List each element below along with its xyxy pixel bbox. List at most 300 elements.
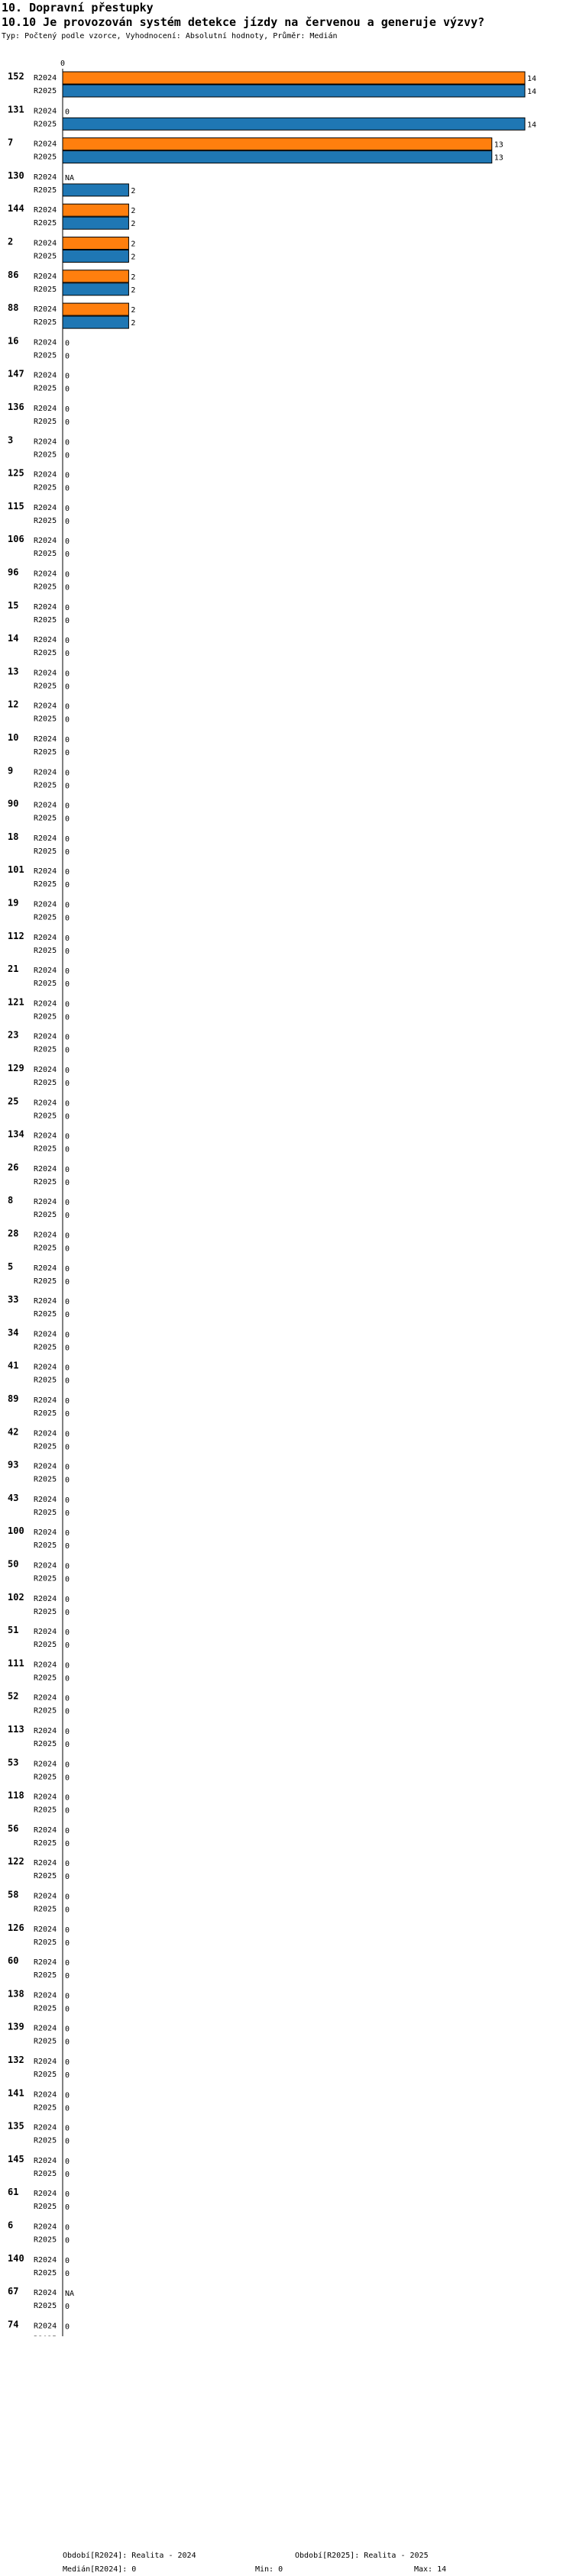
- data-label: 0: [65, 2091, 70, 2100]
- series-label: R2024: [34, 1131, 57, 1141]
- data-label: 0: [65, 405, 70, 414]
- series-label: R2024: [34, 2156, 57, 2165]
- data-label: 2: [131, 240, 136, 249]
- category-label: 15: [8, 599, 19, 611]
- bar: [63, 118, 525, 130]
- series-label: R2024: [34, 669, 57, 678]
- series-label: R2024: [34, 74, 57, 82]
- series-label: R2025: [34, 2169, 57, 2178]
- series-label: R2024: [34, 1032, 57, 1041]
- data-label: 0: [65, 1112, 70, 1122]
- series-label: R2024: [34, 967, 57, 976]
- data-label: 0: [65, 1013, 70, 1022]
- series-label: R2025: [34, 781, 57, 790]
- category-label: 102: [8, 1591, 24, 1603]
- bar: [63, 283, 128, 295]
- data-label: 0: [65, 2190, 70, 2200]
- data-label: 0: [65, 1331, 70, 1340]
- data-label: 0: [65, 715, 70, 725]
- series-label: R2024: [34, 1793, 57, 1802]
- series-label: R2024: [34, 834, 57, 843]
- data-label: 0: [65, 1443, 70, 1452]
- data-label: 0: [65, 1067, 70, 1075]
- category-label: 34: [8, 1327, 19, 1338]
- category-label: 136: [8, 402, 24, 412]
- series-label: R2024: [34, 1099, 57, 1108]
- series-label: R2024: [34, 1396, 57, 1405]
- series-label: R2025: [34, 87, 57, 95]
- series-label: R2024: [34, 1760, 57, 1769]
- series-label: R2025: [34, 1838, 57, 1848]
- category-label: 43: [8, 1492, 19, 1503]
- data-label: 0: [65, 1959, 70, 1968]
- data-label: 0: [65, 2236, 70, 2245]
- series-label: R2025: [34, 516, 57, 525]
- category-label: 7: [8, 137, 14, 148]
- question-title: 10.10 Je provozován systém detekce jízdy na červenou a generuje výzvy?: [2, 15, 485, 29]
- data-label: 2: [131, 319, 136, 328]
- data-label: 0: [65, 1595, 70, 1604]
- data-label: 0: [65, 1000, 70, 1009]
- category-label: 118: [8, 1790, 24, 1801]
- data-label: 0: [65, 1608, 70, 1617]
- data-label: 14: [527, 88, 537, 96]
- series-label: R2025: [34, 1244, 57, 1253]
- series-label: R2024: [34, 1495, 57, 1504]
- data-label: 0: [65, 769, 70, 778]
- category-label: 28: [8, 1228, 19, 1239]
- bar: [63, 204, 128, 216]
- series-label: R2024: [34, 503, 57, 512]
- series-label: R2025: [34, 1177, 57, 1186]
- data-label: 0: [65, 1893, 70, 1902]
- series-label: R2024: [34, 305, 57, 315]
- data-label: 0: [65, 451, 70, 460]
- category-label: 115: [8, 500, 24, 512]
- data-label: 0: [65, 1694, 70, 1703]
- data-label: 0: [65, 1992, 70, 2001]
- series-label: R2024: [34, 2024, 57, 2033]
- category-label: 8: [8, 1195, 14, 1206]
- series-label: R2024: [34, 470, 57, 479]
- category-label: 19: [8, 897, 19, 909]
- series-label: R2024: [34, 1528, 57, 1538]
- data-label: 0: [65, 901, 70, 910]
- data-label: 0: [65, 1562, 70, 1571]
- series-label: R2025: [34, 252, 57, 261]
- data-label: 0: [65, 418, 70, 427]
- data-label: 0: [65, 1972, 70, 1981]
- category-label: 12: [8, 699, 19, 710]
- data-label: 0: [65, 1099, 70, 1109]
- series-label: R2025: [34, 186, 57, 195]
- series-label: R2025: [34, 649, 57, 658]
- series-label: R2024: [34, 1594, 57, 1603]
- category-label: 67: [8, 2286, 19, 2297]
- series-label: R2024: [34, 1693, 57, 1703]
- data-label: 0: [65, 1080, 70, 1088]
- data-label: 0: [65, 736, 70, 744]
- category-label: 144: [8, 203, 24, 215]
- data-label: 0: [65, 2071, 70, 2080]
- series-label: R2025: [34, 814, 57, 823]
- data-label: 2: [131, 186, 136, 195]
- data-label: 0: [65, 1860, 70, 1869]
- data-label: 0: [65, 1377, 70, 1386]
- series-label: R2024: [34, 1198, 57, 1207]
- category-label: 140: [8, 2252, 24, 2264]
- series-label: R2025: [34, 2103, 57, 2113]
- series-label: R2025: [34, 219, 57, 228]
- category-label: 33: [8, 1294, 19, 1306]
- footer-max-r2024: Max: 14: [414, 2565, 447, 2574]
- bar: [63, 72, 525, 84]
- series-label: R2024: [34, 636, 57, 645]
- data-label: 0: [65, 1199, 70, 1208]
- series-label: R2024: [34, 2322, 57, 2331]
- series-label: R2025: [34, 1112, 57, 1121]
- series-label: R2024: [34, 1925, 57, 1934]
- data-label: 0: [65, 603, 70, 612]
- series-label: R2025: [34, 880, 57, 889]
- category-label: 138: [8, 1988, 24, 2000]
- category-label: 10: [8, 732, 19, 743]
- category-label: 60: [8, 1955, 19, 1967]
- category-label: 96: [8, 567, 19, 578]
- category-label: 16: [8, 335, 19, 347]
- data-label: 0: [65, 1509, 70, 1518]
- category-label: 61: [8, 2187, 19, 2198]
- series-label: R2024: [34, 768, 57, 777]
- series-label: R2025: [34, 120, 57, 129]
- series-label: R2024: [34, 1164, 57, 1173]
- series-label: R2025: [34, 2071, 57, 2079]
- bar: [63, 316, 128, 328]
- series-label: R2024: [34, 2255, 57, 2264]
- series-label: R2025: [34, 550, 57, 559]
- series-label: R2024: [34, 999, 57, 1009]
- category-label: 6: [8, 2219, 14, 2231]
- data-label: 0: [65, 438, 70, 447]
- data-label: 0: [65, 1397, 70, 1406]
- data-label: 0: [65, 749, 70, 757]
- series-label: R2024: [34, 735, 57, 744]
- data-label: 0: [65, 1575, 70, 1584]
- series-label: R2024: [34, 206, 57, 215]
- data-label: 0: [65, 570, 70, 579]
- category-label: 21: [8, 964, 19, 975]
- series-label: R2025: [34, 847, 57, 856]
- footer-min-r2024: Min: 0: [255, 2565, 283, 2574]
- series-label: R2025: [34, 913, 57, 922]
- data-label: 2: [131, 220, 136, 229]
- data-label: 0: [65, 1178, 70, 1187]
- data-label: 0: [65, 947, 70, 956]
- series-label: R2025: [34, 1409, 57, 1418]
- series-label: R2024: [34, 107, 57, 116]
- data-label: 0: [65, 2005, 70, 2014]
- data-label: 0: [65, 1873, 70, 1882]
- data-label: 0: [65, 616, 70, 625]
- series-label: R2024: [34, 338, 57, 347]
- series-label: R2025: [34, 682, 57, 691]
- data-label: 0: [65, 339, 70, 348]
- series-label: R2025: [34, 615, 57, 625]
- series-label: R2024: [34, 570, 57, 579]
- series-label: R2025: [34, 1211, 57, 1220]
- series-label: R2024: [34, 602, 57, 612]
- data-label: 0: [65, 2157, 70, 2166]
- series-label: R2025: [34, 1740, 57, 1748]
- series-label: R2025: [34, 285, 57, 294]
- category-label: 14: [8, 633, 19, 644]
- bar: [63, 303, 128, 315]
- category-label: 25: [8, 1096, 19, 1107]
- series-label: R2024: [34, 2123, 57, 2132]
- series-label: R2025: [34, 748, 57, 757]
- data-label: 0: [65, 1410, 70, 1419]
- data-label: 0: [65, 1806, 70, 1816]
- data-label: 0: [65, 980, 70, 989]
- series-label: R2024: [34, 1991, 57, 2000]
- category-label: 134: [8, 1128, 24, 1140]
- series-label: R2024: [34, 1066, 57, 1074]
- category-label: 126: [8, 1922, 24, 1933]
- category-label: 125: [8, 467, 24, 479]
- series-label: R2025: [34, 1674, 57, 1683]
- data-label: 2: [131, 253, 136, 262]
- data-label: 0: [65, 1244, 70, 1254]
- data-label: 0: [65, 815, 70, 824]
- footer-period-r2025: Období[R2025]: Realita - 2025: [295, 2552, 429, 2560]
- category-label: 56: [8, 1822, 19, 1834]
- data-label: 0: [65, 1232, 70, 1241]
- series-label: R2025: [34, 946, 57, 955]
- data-label: 0: [65, 1132, 70, 1141]
- category-label: 131: [8, 104, 24, 115]
- series-label: R2025: [34, 1641, 57, 1650]
- category-label: 5: [8, 1261, 14, 1272]
- bar: [63, 237, 128, 250]
- series-label: R2025: [34, 1144, 57, 1154]
- series-label: R2024: [34, 702, 57, 711]
- data-label: 0: [65, 802, 70, 811]
- series-label: R2024: [34, 1661, 57, 1670]
- footer-median-r2024: Medián[R2024]: 0: [63, 2565, 137, 2574]
- data-label: 0: [65, 1046, 70, 1055]
- data-label: 0: [65, 2269, 70, 2278]
- data-label: 2: [131, 286, 136, 295]
- series-label: R2024: [34, 1462, 57, 1471]
- series-label: R2025: [34, 1905, 57, 1914]
- category-label: 132: [8, 2055, 24, 2065]
- category-label: 9: [8, 765, 14, 776]
- data-label: 0: [65, 1826, 70, 1835]
- series-label: R2024: [34, 1892, 57, 1901]
- series-label: R2024: [34, 933, 57, 942]
- data-label: 0: [65, 385, 70, 394]
- series-label: R2025: [34, 2136, 57, 2145]
- series-label: R2025: [34, 1277, 57, 1286]
- series-label: R2024: [34, 867, 57, 876]
- series-label: R2024: [34, 1825, 57, 1835]
- series-label: R2025: [34, 2268, 57, 2277]
- data-label: 0: [65, 1641, 70, 1651]
- data-label: 0: [65, 1529, 70, 1538]
- data-label: 2: [131, 273, 136, 282]
- data-label: 0: [65, 670, 70, 679]
- data-label: 0: [65, 1741, 70, 1749]
- data-label: 0: [65, 1761, 70, 1770]
- data-label: 2: [131, 207, 136, 216]
- data-label: 0: [65, 1033, 70, 1042]
- data-label: 0: [65, 1793, 70, 1803]
- category-label: 18: [8, 831, 19, 842]
- data-label: 0: [65, 2223, 70, 2232]
- data-label: 0: [65, 1707, 70, 1716]
- series-label: R2024: [34, 1330, 57, 1339]
- category-label: 152: [8, 71, 24, 82]
- series-label: R2024: [34, 437, 57, 447]
- series-label: R2025: [34, 1607, 57, 1616]
- category-label: 42: [8, 1426, 19, 1438]
- series-label: R2025: [34, 1012, 57, 1022]
- category-label: 101: [8, 864, 24, 876]
- data-label: 0: [65, 1264, 70, 1273]
- bar: [63, 217, 128, 229]
- data-label: 0: [65, 2137, 70, 2146]
- category-label: 139: [8, 2021, 24, 2032]
- series-label: R2025: [34, 1806, 57, 1815]
- data-label: 0: [65, 1906, 70, 1915]
- data-label: 0: [65, 2038, 70, 2047]
- series-label: R2025: [34, 980, 57, 989]
- category-label: 2: [8, 236, 14, 247]
- data-label: 0: [65, 1463, 70, 1472]
- series-label: R2025: [34, 351, 57, 360]
- series-label: R2025: [34, 715, 57, 724]
- data-label: 0: [65, 1839, 70, 1848]
- category-label: 74: [8, 2319, 19, 2330]
- category-label: 147: [8, 368, 24, 379]
- category-label: 122: [8, 1856, 24, 1867]
- series-label: R2025: [34, 450, 57, 460]
- series-label: R2024: [34, 1429, 57, 1438]
- data-label: 0: [65, 702, 70, 712]
- series-label: R2025: [34, 2004, 57, 2013]
- data-label: 0: [65, 1311, 70, 1320]
- bar: [63, 184, 128, 196]
- series-label: R2024: [34, 1264, 57, 1273]
- series-label: R2025: [34, 1541, 57, 1551]
- data-label: 0: [65, 1674, 70, 1683]
- data-label: 0: [65, 1496, 70, 1505]
- category-label: 93: [8, 1459, 19, 1470]
- series-label: R2024: [34, 537, 57, 546]
- chart-meta: Typ: Počtený podle vzorce, Vyhodnocení: Absolutní hodnoty, Průměr: Medián: [2, 32, 338, 40]
- data-label: 0: [65, 782, 70, 791]
- category-label: 129: [8, 1063, 24, 1073]
- series-label: R2024: [34, 2223, 57, 2232]
- data-label: 0: [65, 868, 70, 877]
- data-label: 0: [65, 1629, 70, 1638]
- data-label: 0: [65, 352, 70, 361]
- series-label: R2025: [34, 384, 57, 393]
- category-label: 141: [8, 2087, 24, 2099]
- data-label: 0: [65, 504, 70, 513]
- series-label: R2025: [34, 1773, 57, 1782]
- series-label: R2025: [34, 1442, 57, 1451]
- category-label: 53: [8, 1757, 19, 1768]
- data-label: 0: [65, 2256, 70, 2265]
- category-label: 88: [8, 302, 19, 314]
- data-label: 0: [65, 2170, 70, 2179]
- category-label: 130: [8, 169, 24, 181]
- category-label: 121: [8, 996, 24, 1008]
- data-label: 0: [65, 1774, 70, 1783]
- series-label: R2024: [34, 239, 57, 248]
- series-label: R2025: [34, 1872, 57, 1881]
- series-label: R2025: [34, 1045, 57, 1054]
- data-label: 0: [65, 1212, 70, 1221]
- series-label: R2024: [34, 1628, 57, 1637]
- series-label: R2024: [34, 1561, 57, 1570]
- category-label: 51: [8, 1625, 19, 1636]
- data-label: 0: [65, 2025, 70, 2034]
- data-label: NA: [65, 2290, 75, 2299]
- category-label: 135: [8, 2120, 24, 2132]
- series-label: R2024: [34, 173, 57, 182]
- series-label: R2024: [34, 1231, 57, 1240]
- series-label: R2025: [34, 2235, 57, 2245]
- category-label: 86: [8, 269, 19, 280]
- series-label: R2025: [34, 418, 57, 426]
- data-label: 14: [527, 121, 537, 130]
- category-label: 106: [8, 534, 24, 545]
- data-label: 0: [65, 1344, 70, 1353]
- data-label: 13: [494, 140, 503, 150]
- bar: [63, 250, 128, 263]
- footer-period-r2024: Období[R2024]: Realita - 2024: [63, 2552, 196, 2560]
- data-label: 0: [65, 1938, 70, 1948]
- series-label: R2025: [34, 1706, 57, 1716]
- data-label: 0: [65, 583, 70, 592]
- category-label: 58: [8, 1889, 19, 1900]
- series-label: R2025: [34, 318, 57, 328]
- data-label: 0: [65, 1476, 70, 1485]
- data-label: 0: [65, 1430, 70, 1439]
- series-label: R2024: [34, 1958, 57, 1968]
- series-label: R2024: [34, 2289, 57, 2298]
- series-label: R2025: [34, 2203, 57, 2212]
- series-label: R2024: [34, 405, 57, 413]
- category-label: 41: [8, 1360, 19, 1371]
- data-label: 0: [65, 1728, 70, 1736]
- data-label: 13: [494, 153, 503, 163]
- series-label: R2024: [34, 2190, 57, 2199]
- series-label: R2025: [34, 1343, 57, 1352]
- data-label: 0: [65, 847, 70, 857]
- series-label: R2025: [34, 1938, 57, 1947]
- data-label: NA: [65, 173, 75, 182]
- series-label: R2024: [34, 371, 57, 380]
- x-axis-tick-label: 0: [60, 60, 66, 68]
- data-label: 0: [65, 2124, 70, 2133]
- category-label: 145: [8, 2153, 24, 2164]
- series-label: R2025: [34, 1971, 57, 1980]
- category-label: 112: [8, 930, 24, 941]
- series-label: R2024: [34, 2058, 57, 2066]
